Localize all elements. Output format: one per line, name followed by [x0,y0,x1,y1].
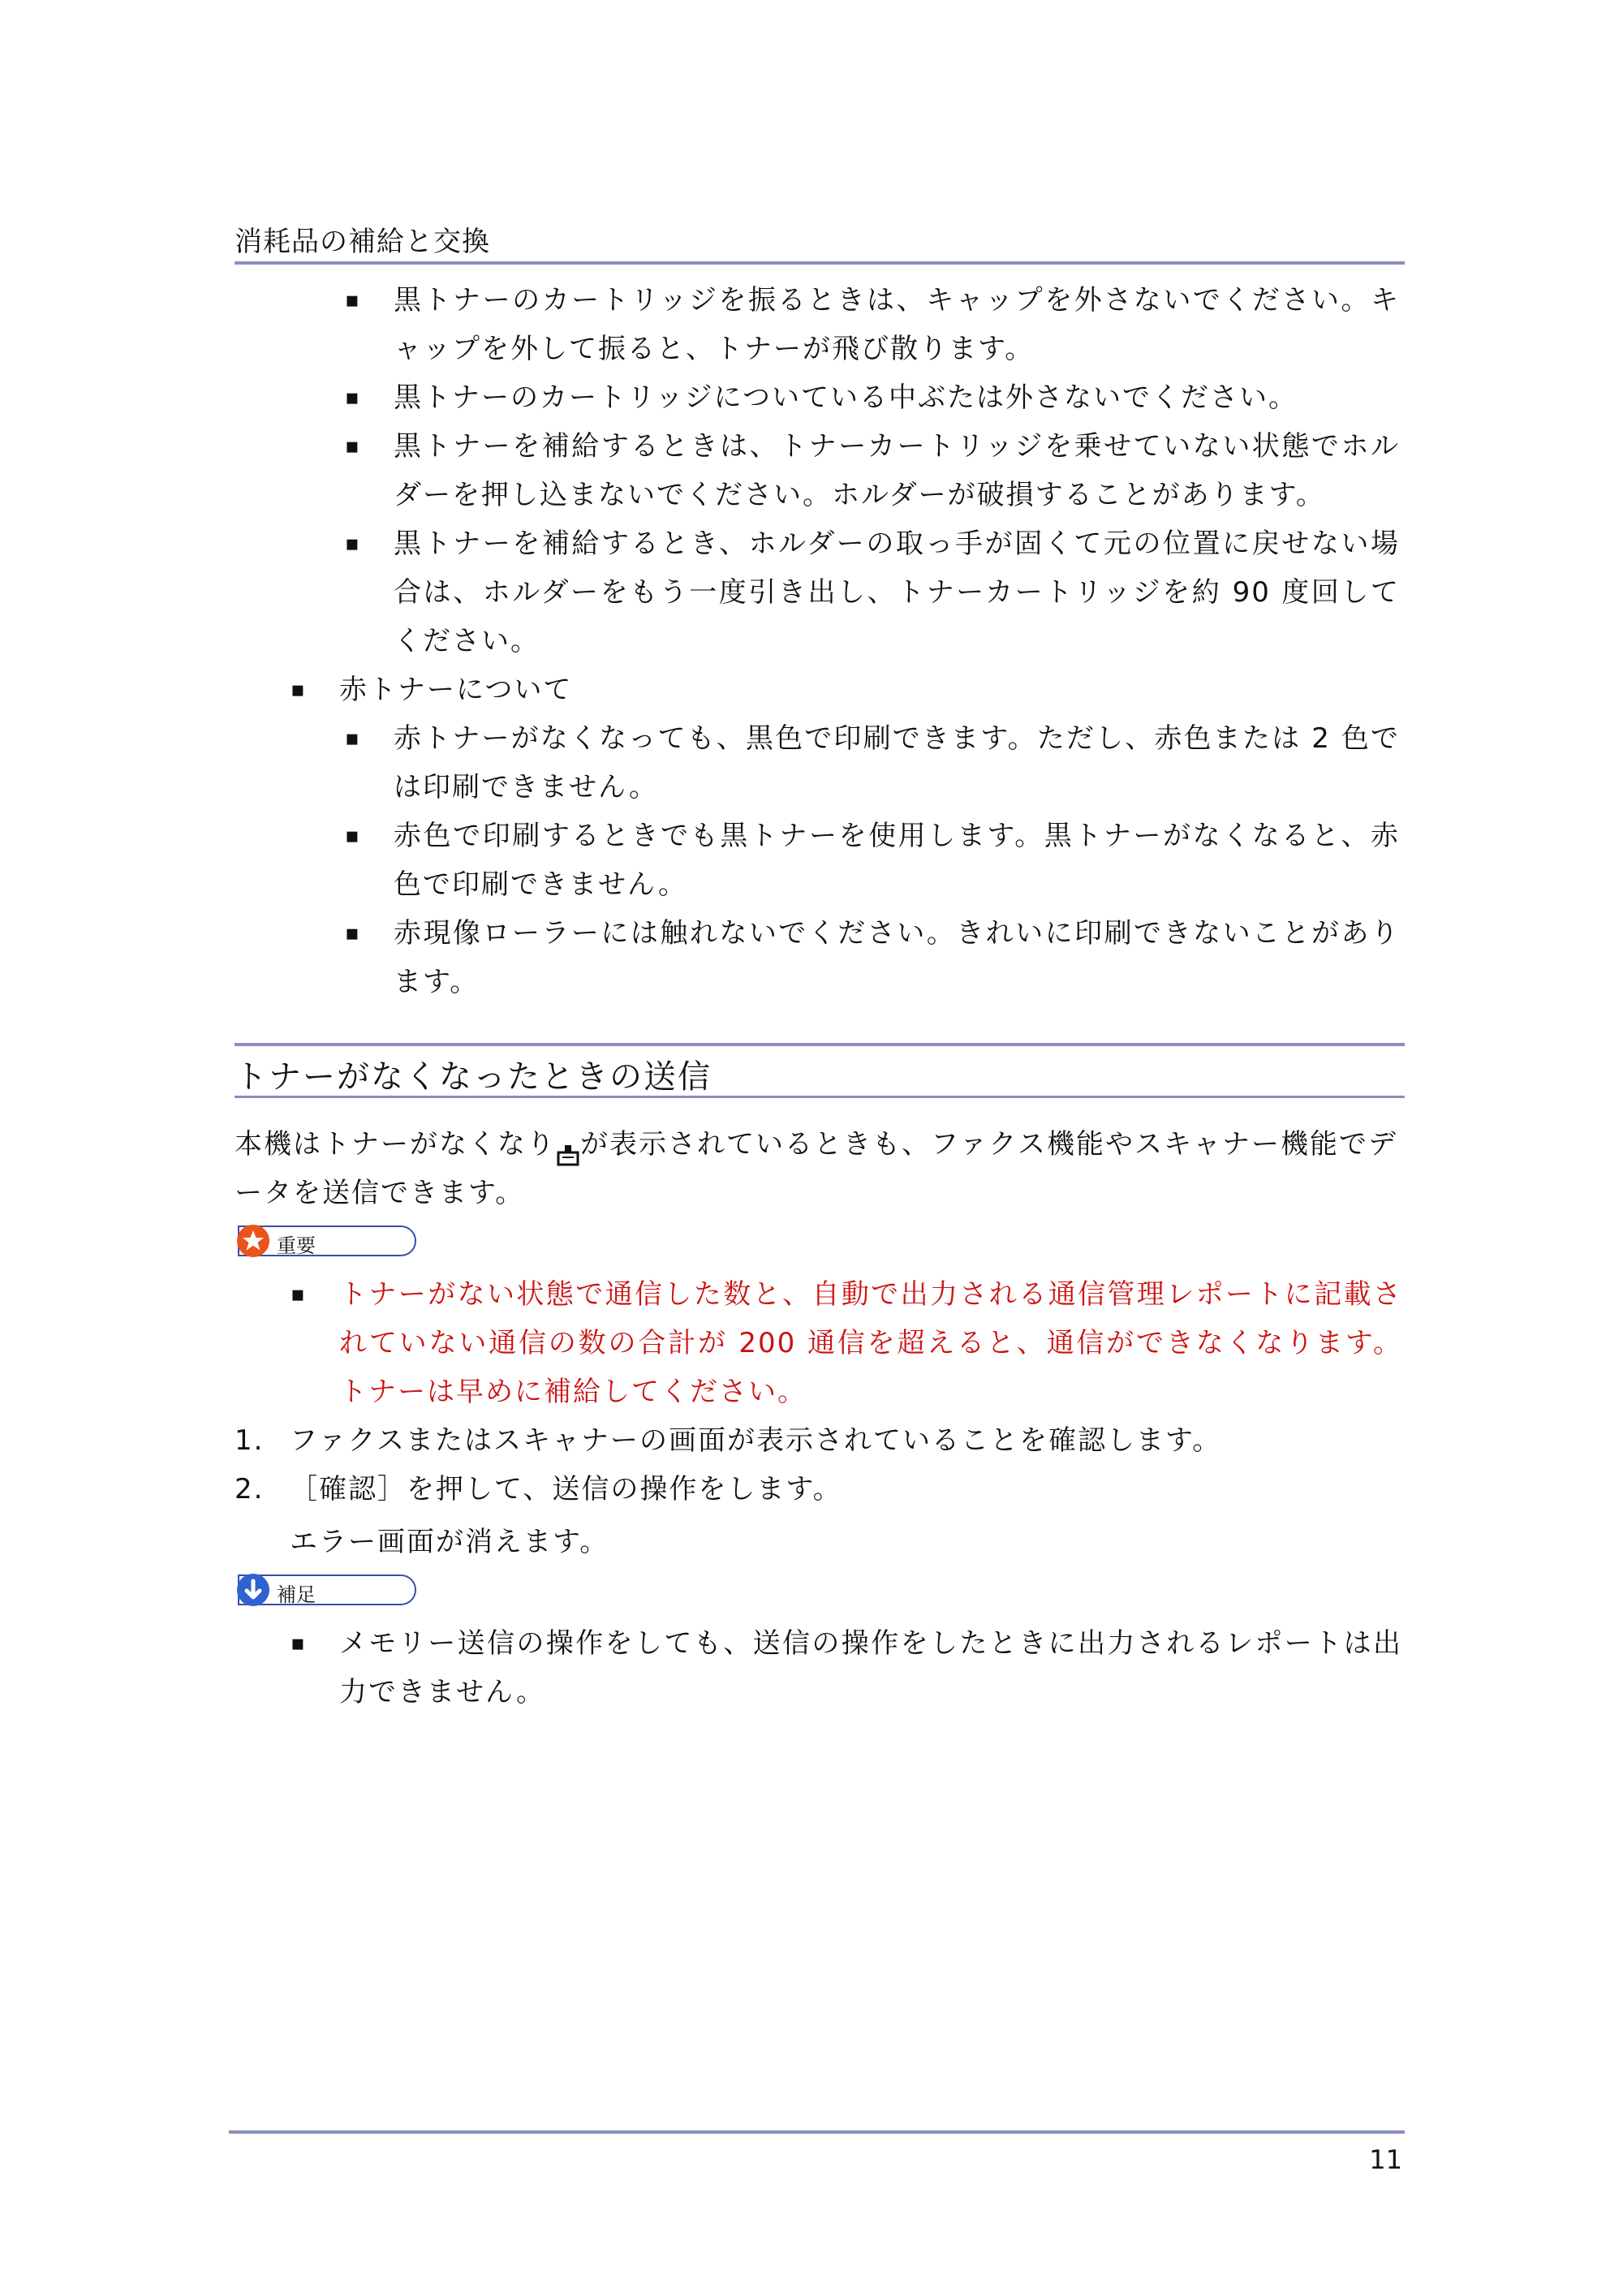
footer-rule [229,2130,1405,2134]
bullet-marker: ▪ [291,1631,305,1656]
bullet-text: 黒トナーのカートリッジについている中ぶたは外さないでください。 [394,381,1298,414]
bullet-marker: ▪ [345,824,359,848]
bullet-marker: ▪ [345,726,359,751]
intro-text-start: 本機はトナーがなくなり [235,1128,556,1161]
bullet-marker: ▪ [291,678,305,702]
bullet-text: 黒トナーを補給するときは、トナーカートリッジを乗せていない状態でホルダーを押し込まないでください。ホルダーが破損することがあります。 [394,430,1400,511]
note-label: 補足 [277,1583,316,1606]
running-header: 消耗品の補給と交換 [235,226,490,258]
note-text: メモリー送信の操作をしても、送信の操作をしたときに出力されるレポートは出力できません。 [339,1627,1402,1708]
bullet-text: 黒トナーを補給するとき、ホルダーの取っ手が固くて元の位置に戻せない場合は、ホルダーをもう一度引き出し、トナーカートリッジを約 90 度回してください。 [394,528,1400,657]
section-rule-bottom [235,1096,1405,1098]
page-number: 11 [1369,2144,1402,2175]
step-result: エラー画面が消えます。 [290,1526,609,1558]
header-rule [235,261,1405,265]
section-rule-top [235,1043,1405,1046]
bullet-marker: ▪ [291,1282,305,1307]
star-icon [237,1225,269,1257]
important-badge [238,1226,416,1256]
step-text: ファクスまたはスキャナーの画面が表示されていることを確認します。 [290,1424,1222,1457]
bullet-marker: ▪ [345,532,359,556]
intro-text-end: が表示されているときも、ファクス機能やスキャナー機能でデータを送信できます。 [235,1128,1397,1209]
important-text: トナーがない状態で通信した数と、自動で出力される通信管理レポートに記載されていない通信の数の合計が 200 通信を超えると、通信ができなくなります。トナーは早めに補給してください。 [339,1278,1402,1408]
red-toner-label: 赤トナーについて [339,674,573,706]
step-text: ［確認］を押して、送信の操作をします。 [290,1473,842,1506]
bullet-marker: ▪ [345,386,359,410]
important-label: 重要 [277,1234,316,1257]
step-number: 2. [235,1473,265,1506]
intro-paragraph [235,1120,1403,1217]
bullet-marker: ▪ [345,434,359,459]
bullet-text: 黒トナーのカートリッジを振るときは、キャップを外さないでください。キャップを外して振ると、トナーが飛び散ります。 [394,284,1400,365]
arrow-down-icon [237,1574,269,1606]
bullet-text: 赤色で印刷するときでも黒トナーを使用します。黒トナーがなくなると、赤色で印刷できません。 [394,820,1400,901]
bullet-text: 赤現像ローラーには触れないでください。きれいに印刷できないことがあります。 [394,917,1400,998]
bullet-marker: ▪ [345,921,359,946]
step-number: 1. [235,1424,265,1457]
note-badge [238,1574,416,1605]
bullet-marker: ▪ [345,288,359,312]
bullet-text: 赤トナーがなくなっても、黒色で印刷できます。ただし、赤色または 2 色では印刷できません。 [394,722,1400,803]
section-title: トナーがなくなったときの送信 [235,1058,712,1096]
toner-empty-icon [556,1134,580,1158]
